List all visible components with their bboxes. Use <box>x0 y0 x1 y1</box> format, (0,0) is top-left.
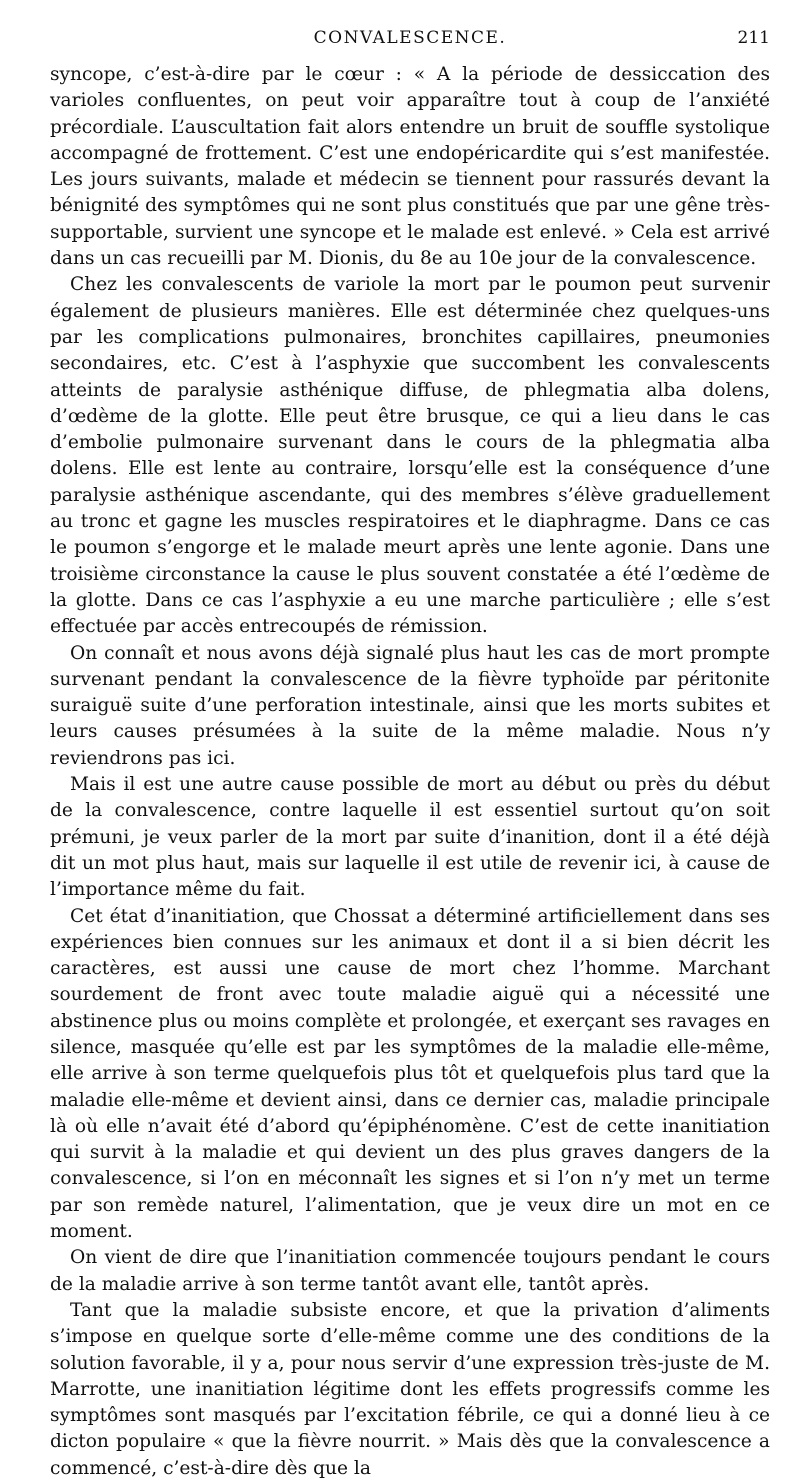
body-text <box>50 62 770 1482</box>
paragraph: Mais il est une autre cause possible de mort au début ou près du début de la convalescence, contre laquelle il est essentiel surtout qu’on soit prémuni, je veux parler de la mort par suite d’inanition, dont il a été déjà dit un mot plus haut, mais sur laquelle il est utile de revenir ici, à cause de l’importance même du fait. <box>50 774 770 901</box>
page-header <box>50 28 770 52</box>
paragraph: Tant que la maladie subsiste encore, et que la privation d’aliments s’impose en quelque sorte d’elle-même comme une des conditions de la solution favorable, il y a, pour nous servir d’une expression très-juste de M. Marrotte, une inanitiation légitime dont les effets progressifs comme les symptômes sont masqués par l’excitation fébrile, ce qui a donné lieu à ce dicton populaire « que la fièvre nourrit. » Mais dès que la convalescence a commencé, c’est-à-dire dès que la <box>50 1299 770 1479</box>
paragraph: On connaît et nous avons déjà signalé plus haut les cas de mort prompte survenant pendant la convalescence de la fièvre typhoïde par péritonite suraiguë suite d’une perforation intestinale, ainsi que les morts subites et leurs causes présumées à la suite de la même maladie. Nous n’y reviendrons pas ici. <box>50 642 770 769</box>
paragraph: Cet état d’inanitiation, que Chossat a déterminé artificiellement dans ses expériences bien connues sur les animaux et dont il a si bien décrit les caractères, est aussi une cause de mort chez l’homme. Marchant sourdement de front avec toute maladie aiguë qui a nécessité une abstinence plus ou moins complète et prolongée, et exerçant ses ravages en silence, masquée qu’elle est par les symptômes de la maladie elle-même, elle arrive à son terme quelquefois plus tôt et quelquefois plus tard que la maladie elle-même et devient ainsi, dans ce dernier cas, maladie principale là où elle n’avait été d’abord qu’épiphénomène. C’est de cette inanitiation qui survit à la maladie et qui devient un des plus graves dangers de la convalescence, si l’on en méconnaît les signes et si l’on n’y met un terme par son remède naturel, l’alimentation, que je veux dire un mot en ce moment. <box>50 905 771 1243</box>
paragraph: On vient de dire que l’inanitiation commencée toujours pendant le cours de la maladie arrive à son terme tantôt avant elle, tantôt après. <box>50 1247 770 1295</box>
running-title: CONVALESCENCE. <box>313 28 507 48</box>
paragraph: Chez les convalescents de variole la mort par le poumon peut survenir également de plusieurs manières. Elle est déterminée chez quelques-uns par les complications pulmonaires, bronchites capillaires, pneumonies secondaires, etc. C’est à l’asphyxie que succombent les convalescents atteints de paralysie asthénique diffuse, de phlegmatia alba dolens, d’œdème de la glotte. Elle peut être brusque, ce qui a lieu dans le cas d’embolie pulmonaire survenant dans le cours de la phlegmatia alba dolens. Elle est lente au contraire, lorsqu’elle est la conséquence d’une paralysie asthénique ascendante, qui des membres s’élève graduellement au tronc et gagne les muscles respiratoires et le diaphragme. Dans ce cas le poumon s’engorge et le malade meurt après une lente agonie. Dans une troisième circonstance la cause le plus souvent constatée a été l’œdème de la glotte. Dans ce cas l’asphyxie a eu une marche particulière ; elle s’est effectuée par accès entrecoupés de rémission. <box>50 274 770 638</box>
page-number: 211 <box>737 28 770 48</box>
paragraph: syncope, c’est-à-dire par le cœur : « A la période de dessiccation des varioles confluentes, on peut voir apparaître tout à coup de l’anxiété précordiale. L’auscultation fait alors entendre un bruit de souffle systolique accompagné de frottement. C’est une endopéricardite qui s’est manifestée. Les jours suivants, malade et médecin se tiennent pour rassurés devant la bénignité des symptômes qui ne sont plus constitués que par une gêne très-supportable, survient une syncope et le malade est enlevé. » Cela est arrivé dans un cas recueilli par M. Dionis, du 8e au 10e jour de la convalescence. <box>50 64 770 270</box>
